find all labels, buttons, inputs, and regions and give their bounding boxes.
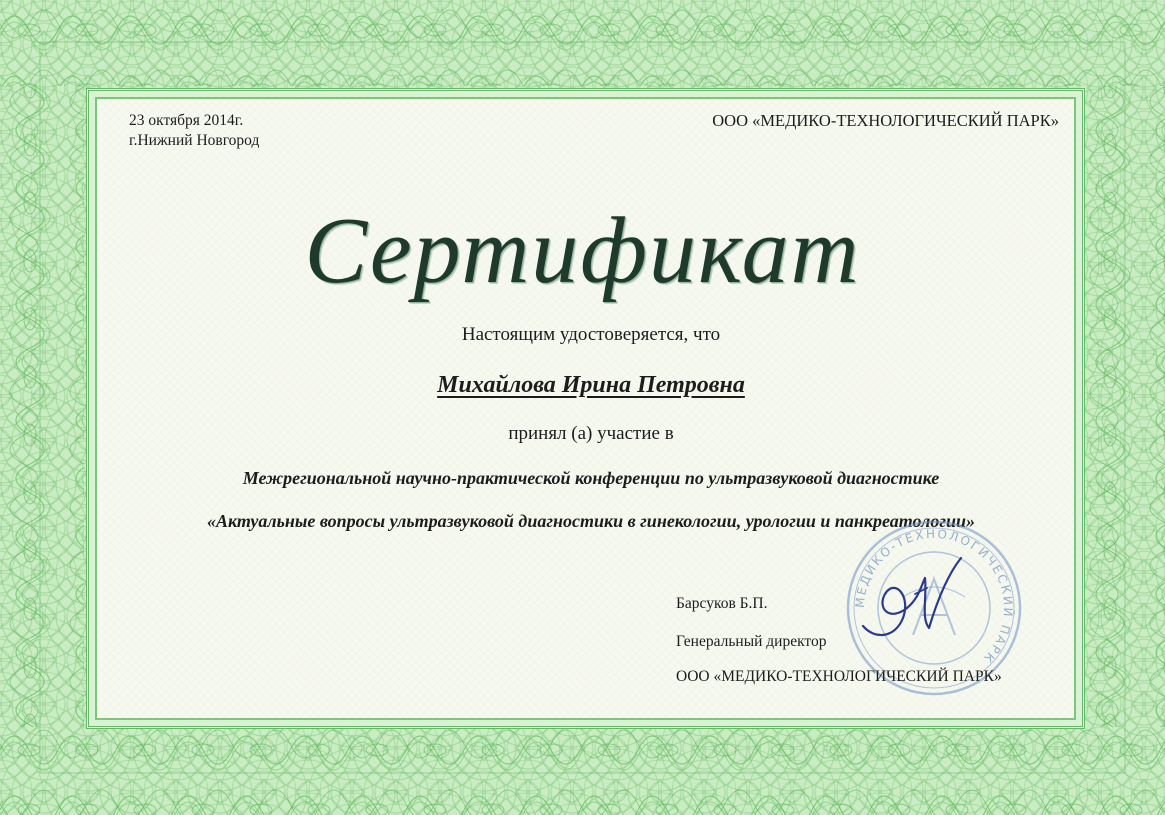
certificate-title: Сертификат xyxy=(304,199,861,303)
signer-organization: ООО «МЕДИКО-ТЕХНОЛОГИЧЕСКИЙ ПАРК» xyxy=(676,668,1002,685)
issue-city: г.Нижний Новгород xyxy=(129,132,260,149)
organization-header: ООО «МЕДИКО-ТЕХНОЛОГИЧЕСКИЙ ПАРК» xyxy=(712,111,1059,130)
signer-name: Барсуков Б.П. xyxy=(676,595,768,612)
conference-topic: «Актуальные вопросы ультразвуковой диагностики в гинекологии, урологии и панкреатологии» xyxy=(206,511,976,531)
recipient-name xyxy=(0,369,1165,401)
participation-text: принял (а) участие в xyxy=(508,423,674,444)
signer-position: Генеральный директор xyxy=(676,633,827,650)
director-signature xyxy=(855,548,975,648)
issue-date: 23 октября 2014г. xyxy=(129,112,244,129)
svg-text:МЕДИКО-ТЕХНОЛОГИЧЕСКИЙ ПАРК: МЕДИКО-ТЕХНОЛОГИЧЕСКИЙ ПАРК xyxy=(852,526,1016,667)
recipient-name-text: Михайлова Ирина Петровна xyxy=(437,372,745,398)
conference-name: Межрегиональной научно-практической конференции по ультразвуковой диагностике xyxy=(242,468,940,488)
intro-text: Настоящим удостоверяется, что xyxy=(461,324,721,345)
